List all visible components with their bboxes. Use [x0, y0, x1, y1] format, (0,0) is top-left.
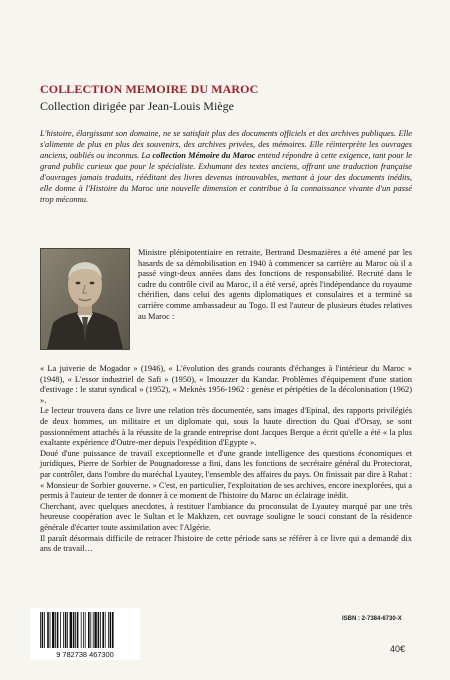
- paragraph: Doué d'une puissance de travail exceptionnelle et d'une grande intelligence des questions économiques et juridiques, Pierre de Sorbier de Pougnadoresse a fini, dans les fonctions de secrétaire général du Protectorat, par contrôler, dans l'ombre du maréchal Lyautey, l'ensemble des affaires du pays. On finissait par dire à Rabat : « Monsieur de Sorbier gouverne. » C'est, en particulier, l'exploitation de ses archives, encore inexplorées, qui a permis à l'auteur de tenter de donner à ce moment de l'histoire du Maroc un éclairage inédit.: [40, 448, 412, 501]
- paragraph: Le lecteur trouvera dans ce livre une relation très documentée, sans images d'Epinal, des rapports privilégiés de deux hommes, un militaire et un diplomate qui, sous la haute direction du Quai d'Orsay, se sont passionnément attachés à la réussite de la grande entreprise dont Jacques Berque a écrit qu'elle a été « la plus exaltante expérience d'Outre-mer depuis l'expédition d'Egypte ».: [40, 406, 412, 448]
- collection-intro: [40, 128, 412, 205]
- collection-subtitle: Collection dirigée par Jean-Louis Miège: [40, 99, 234, 113]
- price: 40€: [390, 644, 406, 654]
- barcode-bar: [44, 612, 45, 648]
- barcode-bar: [81, 612, 82, 648]
- paragraph: « La juiverie de Mogador » (1946), « L'évolution des grands courants d'échanges à l'intérieur du Maroc » (1948), « L'essor industriel de Safi » (1950), « Imouzzer du Kandar. Problèmes d'équipement d'une station d'estivage : le statut syndical » (1952), « Meknès 1956-1962 : genèse et péripéties de la décolonisation (1962) ».: [40, 364, 412, 405]
- barcode-bar: [88, 612, 90, 648]
- barcode-bar: [42, 612, 44, 648]
- paragraph: Cherchant, avec quelques anecdotes, à restituer l'ambiance du proconsulat de Lyautey marqué par une très heureuse coopération avec le Sultan et le Makhzen, cet ouvrage souligne le souci constant de la résidence générale d'écarter toute assimilation avec l'Algérie.: [40, 501, 412, 532]
- intro-text-2: entend répondre à cette exigence, tant pour le grand public curieux que pour le spécialiste. Exhumant des textes anciens, offrant une traduction française d'ouvrages jamais traduits, rééditant des livres devenus introuvables, mettant à jour des documents inédits, elle donne à l'Histoire du Maroc une nouvelle dimension et contribue à la connaissance vivante d'un passé trop méconnu.: [40, 151, 412, 204]
- barcode-bar: [93, 612, 94, 648]
- barcode-bar: [57, 612, 59, 648]
- barcode-bar: [112, 612, 114, 648]
- author-photo: [40, 248, 130, 350]
- barcode-bar: [52, 612, 54, 648]
- barcode-bar: [85, 612, 86, 648]
- intro-text-1: L'histoire, élargissant son domaine, ne se satisfait plus des documents officiels et des archives publiques. Elle s'alimente de plus en plus des souvenirs, des archives privées, des mémoires. Elle réinterprète les ouvrages anciens, oubliés ou inconnus. La: [40, 129, 412, 160]
- barcode-bar: [73, 612, 75, 648]
- barcode-bar: [77, 612, 79, 648]
- barcode-bar: [70, 612, 72, 648]
- barcode-number: 9 782738 467300: [56, 650, 114, 659]
- barcode-bar: [90, 612, 91, 648]
- barcode-bar: [105, 612, 106, 648]
- barcode-bar: [50, 612, 51, 648]
- barcode-bar: [40, 612, 41, 648]
- barcode-bar: [94, 612, 96, 648]
- barcode-bar: [67, 612, 68, 648]
- intro-collection-name: collection Mémoire du Maroc: [152, 151, 256, 160]
- barcode-bar: [98, 612, 100, 648]
- barcode-bar: [47, 612, 49, 648]
- barcode-bar: [102, 612, 104, 648]
- barcode-bar: [100, 612, 101, 648]
- barcode-bar: [110, 612, 112, 648]
- barcode-bar: [63, 612, 64, 648]
- author-bio: Ministre plénipotentiaire en retraite, Bertrand Desmazières a été amené par les hasards de sa démobilisation en 1940 à commencer sa carrière au Maroc où il a passé vingt-deux années dans des fonctions de responsabilité. Recruté dans le cadre du contrôle civil au Maroc, il a été versé, après l'indépendance du royaume chérifien, dans celui des agents diplomatiques et consulaires et a terminé sa carrière comme ambassadeur au Togo. Il est l'auteur de plusieurs études relatives au Maroc :: [138, 248, 412, 321]
- collection-title: COLLECTION MEMOIRE DU MAROC: [40, 82, 259, 96]
- barcode-bar: [55, 612, 56, 648]
- barcode-bar: [83, 612, 84, 648]
- barcode-bar: [60, 612, 61, 648]
- barcode-bar: [65, 612, 67, 648]
- book-description: [40, 364, 412, 555]
- paragraph: Il paraît désormais difficile de retracer l'histoire de cette période sans se référer à ce livre qui a demandé dix ans de travail…: [40, 533, 412, 554]
- barcode-bar: [75, 612, 76, 648]
- barcode-bar: [108, 612, 109, 648]
- isbn: ISBN : 2-7384-6730-X: [342, 616, 402, 622]
- barcode: [30, 608, 140, 660]
